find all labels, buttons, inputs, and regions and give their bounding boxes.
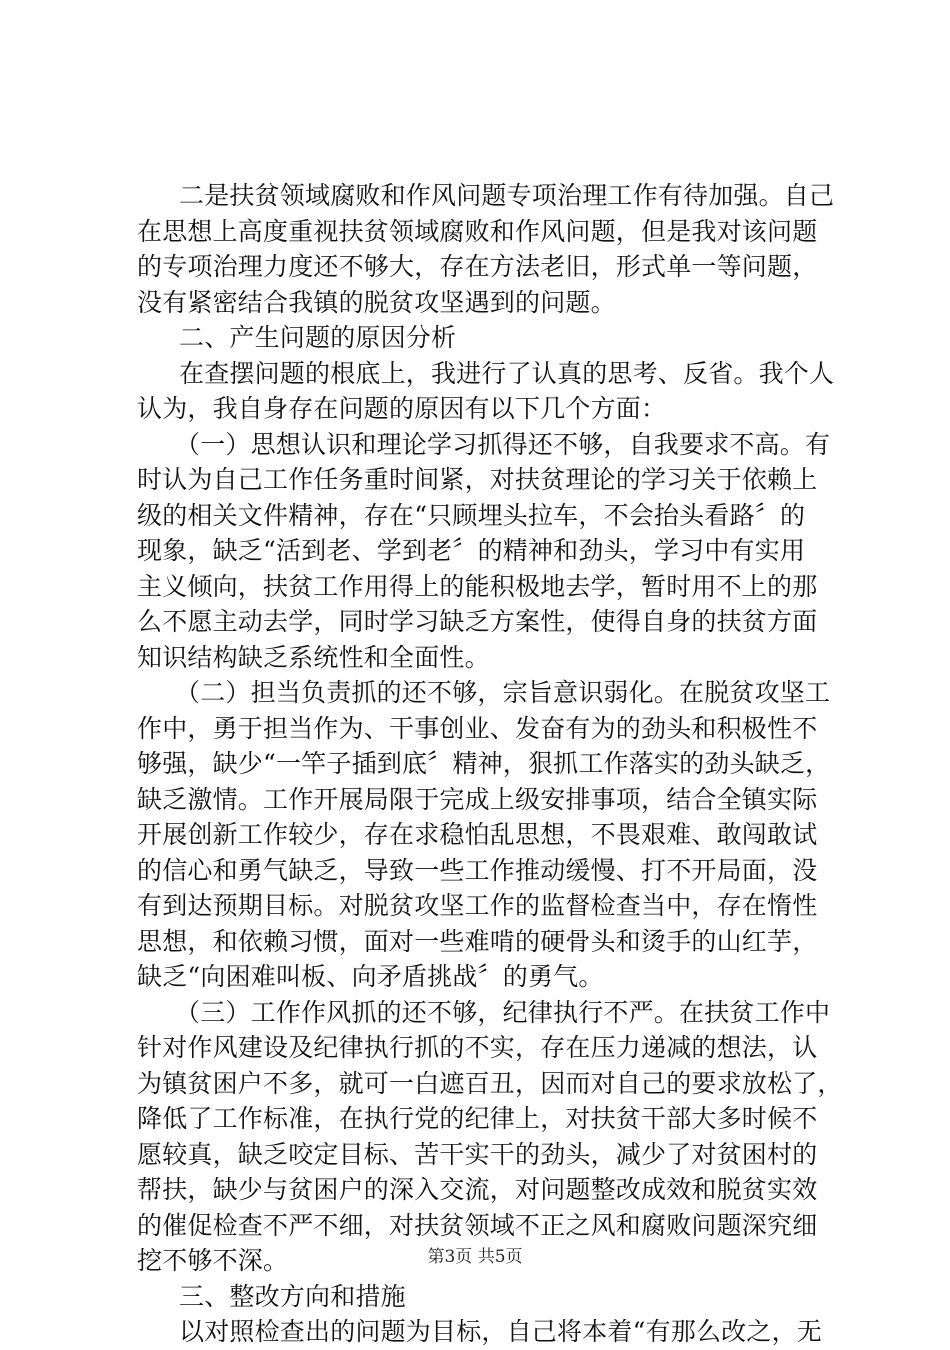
paragraph-line: 作中，勇于担当作为、干事创业、发奋有为的劲头和积极性不 (137, 713, 818, 743)
paragraph-line: 缺乏激情。工作开展局限于完成上级安排事项，结合全镇实际 (137, 784, 818, 814)
paragraph-line: 的专项治理力度还不够大，存在方法老旧，形式单一等问题， (137, 252, 818, 281)
section-heading: 三、整改方向和措施 (179, 1281, 406, 1311)
paragraph-line: 愿较真，缺乏咬定目标、苦干实干的劲头，减少了对贫困村的 (137, 1139, 818, 1169)
subsection-line: （一）思想认识和理论学习抓得还不够，自我要求不高。有 (175, 429, 831, 459)
paragraph-line: 帮扶，缺少与贫困户的深入交流，对问题整改成效和脱贫实效 (137, 1175, 818, 1204)
paragraph-line: 级的相关文件精神，存在“只顾埋头拉车，不会抬头看路〞的 (137, 500, 806, 530)
paragraph-line: 在思想上高度重视扶贫领域腐败和作风问题，但是我对该问题 (137, 216, 818, 246)
paragraph-line: 缺乏“向困难叫板、向矛盾挑战〞的勇气。 (137, 962, 604, 991)
page-number-footer: 第3页 共5页 (427, 1247, 523, 1267)
paragraph-line: 现象，缺乏“活到老、学到老〞的精神和劲头，学习中有实用 (137, 536, 806, 565)
paragraph-line: 开展创新工作较少，存在求稳怕乱思想，不畏艰难、敢闯敢试 (137, 820, 818, 849)
paragraph-line: 时认为自己工作任务重时间紧，对扶贫理论的学习关于依赖上 (137, 465, 818, 494)
paragraph-line: 降低了工作标准，在执行党的纪律上，对扶贫干部大多时候不 (137, 1104, 818, 1133)
paragraph-line: 挖不够不深。 (137, 1246, 289, 1275)
paragraph-line: 以对照检查出的问题为目标，自己将本着“有那么改之，无 (179, 1317, 822, 1346)
paragraph-line: 的信心和勇气缺乏，导致一些工作推动缓慢、打不开局面，没 (137, 855, 818, 885)
paragraph-line: 在查摆问题的根底上，我进行了认真的思考、反省。我个人 (179, 358, 835, 388)
paragraph-line: 思想，和依赖习惯，面对一些难啃的硬骨头和烫手的山红芋， (137, 926, 818, 956)
paragraph-line: 么不愿主动去学，同时学习缺乏方案性，使得自身的扶贫方面 (137, 607, 818, 636)
paragraph-line: 为镇贫困户不多，就可一白遮百丑，因而对自己的要求放松了， (137, 1068, 843, 1098)
paragraph-line: 知识结构缺乏系统性和全面性。 (137, 642, 490, 672)
section-heading: 二、产生问题的原因分析 (179, 323, 457, 352)
paragraph-line: 主义倾向，扶贫工作用得上的能积极地去学，暂时用不上的那 (137, 571, 818, 601)
paragraph-line: 的催促检查不严不细，对扶贫领域不正之风和腐败问题深究细 (137, 1210, 818, 1240)
paragraph-line: 认为，我自身存在问题的原因有以下几个方面： (137, 394, 667, 423)
paragraph-line: 二是扶贫领域腐败和作风问题专项治理工作有待加强。自己 (179, 181, 835, 210)
paragraph-line: 针对作风建设及纪律执行抓的不实，存在压力递减的想法，认 (137, 1033, 818, 1062)
paragraph-line: 够强，缺少“一竿子插到底〞精神，狠抓工作落实的劲头缺乏， (137, 749, 831, 778)
subsection-line: （三）工作作风抓的还不够，纪律执行不严。在扶贫工作中 (175, 997, 831, 1027)
paragraph-line: 没有紧密结合我镇的脱贫攻坚遇到的问题。 (137, 287, 616, 317)
paragraph-line: 有到达预期目标。对脱贫攻坚工作的监督检查当中，存在惰性 (137, 891, 818, 920)
subsection-line: （二）担当负责抓的还不够，宗旨意识弱化。在脱贫攻坚工 (175, 678, 831, 707)
document-body (137, 178, 843, 1350)
